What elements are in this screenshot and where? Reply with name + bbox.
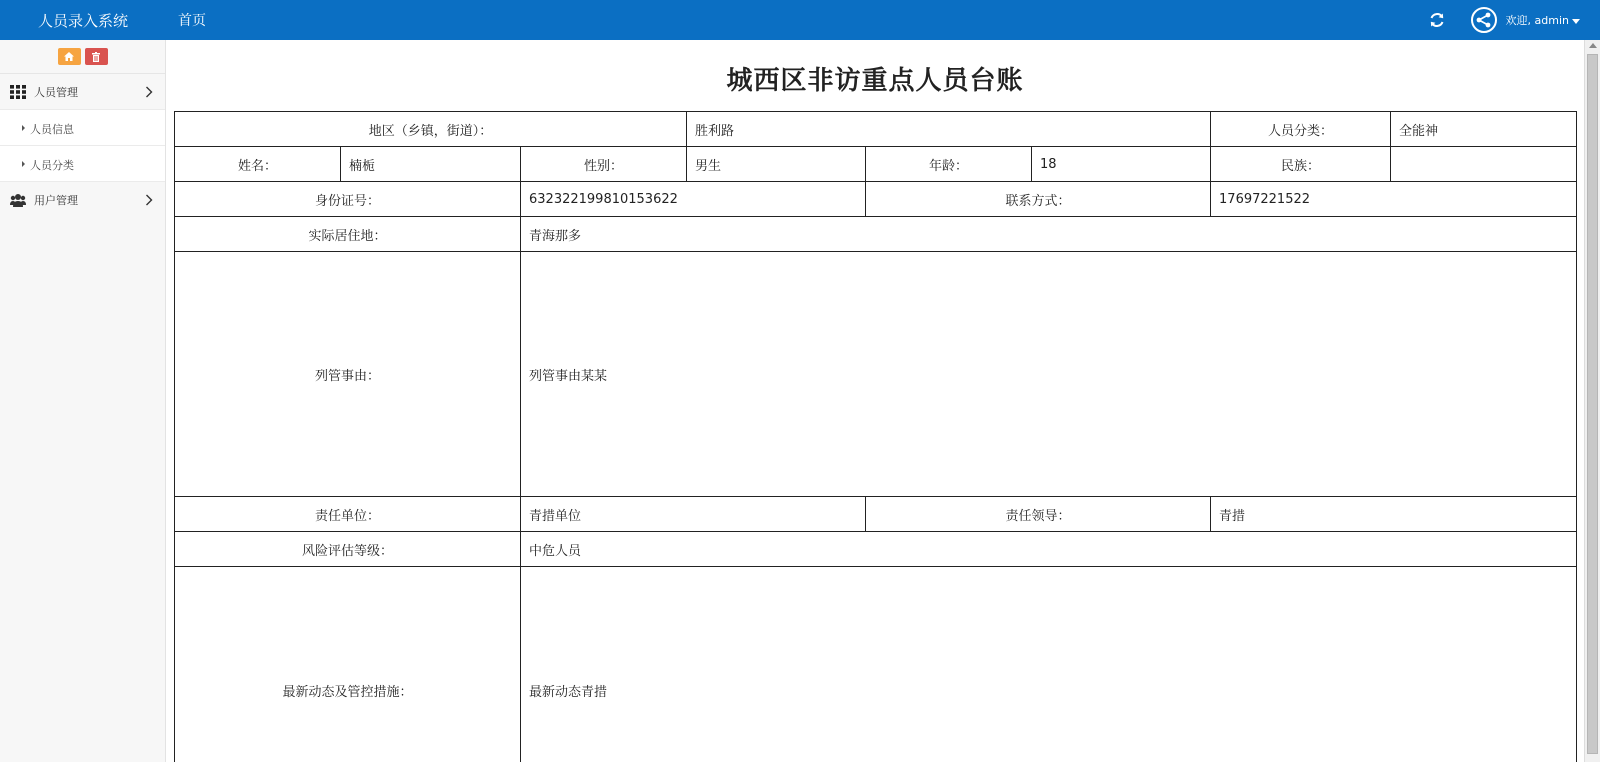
home-icon (64, 52, 74, 61)
table-row (175, 182, 1577, 217)
category-value: 全能神 (1391, 112, 1577, 147)
app-title[interactable]: 人员录入系统 (37, 11, 128, 30)
table-row (175, 147, 1577, 182)
refresh-icon[interactable] (1429, 12, 1445, 28)
region-label: 地区（乡镇，街道）： (175, 112, 687, 147)
nav-home-link[interactable]: 首页 (178, 13, 206, 29)
sidebar-group-label: 用户管理 (34, 194, 78, 207)
table-row (175, 217, 1577, 252)
sidebar-group-label: 人员管理 (34, 85, 78, 99)
table-row (175, 567, 1577, 762)
page-title: 城西区非访重点人员台账 (726, 66, 1024, 96)
responsible-unit-value: 青措单位 (521, 497, 866, 532)
delete-shortcut-button[interactable] (85, 48, 108, 65)
gender-value: 男生 (687, 147, 866, 182)
chevron-right-icon (145, 194, 153, 206)
user-menu[interactable] (1506, 12, 1580, 28)
sidebar-item-personnel-category[interactable] (0, 146, 165, 182)
personnel-ledger-table (174, 111, 1577, 762)
name-label: 姓名： (175, 147, 341, 182)
category-label: 人员分类： (1211, 112, 1391, 147)
sidebar-group-personnel[interactable] (0, 74, 165, 110)
caret-down-icon (1572, 19, 1580, 24)
gender-label: 性别： (521, 147, 687, 182)
reason-value: 列管事由某某 (521, 252, 1577, 497)
id-number-value: 632322199810153622 (521, 182, 866, 217)
residence-label: 实际居住地： (175, 217, 521, 252)
table-row (175, 497, 1577, 532)
sidebar-shortcuts (0, 40, 165, 74)
ethnicity-value (1391, 147, 1577, 182)
responsible-unit-label: 责任单位： (175, 497, 521, 532)
table-row (175, 112, 1577, 147)
users-icon (10, 193, 26, 207)
main-content (166, 40, 1584, 762)
responsible-leader-value: 青措 (1211, 497, 1577, 532)
id-number-label: 身份证号： (175, 182, 521, 217)
caret-right-icon (22, 125, 25, 131)
table-row (175, 532, 1577, 567)
share-nodes-icon[interactable] (1471, 7, 1497, 33)
trash-icon (92, 52, 100, 62)
risk-level-label: 风险评估等级： (175, 532, 521, 567)
scroll-thumb[interactable] (1587, 54, 1598, 754)
ethnicity-label: 民族： (1211, 147, 1391, 182)
chevron-right-icon (145, 86, 153, 98)
vertical-scrollbar[interactable] (1584, 40, 1600, 762)
sidebar-item-label: 人员信息 (30, 123, 74, 136)
caret-right-icon (22, 161, 25, 167)
grid-icon (10, 85, 26, 99)
contact-label: 联系方式： (866, 182, 1211, 217)
contact-value: 17697221522 (1211, 182, 1577, 217)
age-value: 18 (1032, 147, 1211, 182)
age-label: 年龄： (866, 147, 1032, 182)
sidebar-item-label: 人员分类 (30, 159, 74, 172)
responsible-leader-label: 责任领导： (866, 497, 1211, 532)
latest-measures-value: 最新动态青措 (521, 567, 1577, 762)
top-right-area (1429, 0, 1600, 40)
region-value: 胜利路 (687, 112, 1211, 147)
reason-label: 列管事由： (175, 252, 521, 497)
scroll-up-icon[interactable] (1589, 43, 1597, 48)
table-row (175, 252, 1577, 497)
name-value: 楠栀 (341, 147, 521, 182)
sidebar (0, 40, 166, 762)
home-shortcut-button[interactable] (58, 48, 81, 65)
latest-measures-label: 最新动态及管控措施： (175, 567, 521, 762)
sidebar-group-users[interactable] (0, 182, 165, 218)
welcome-text: 欢迎, admin (1505, 14, 1569, 27)
residence-value: 青海那多 (521, 217, 1577, 252)
sidebar-item-personnel-info[interactable] (0, 110, 165, 146)
top-navbar (0, 0, 1600, 40)
risk-level-value: 中危人员 (521, 532, 1577, 567)
